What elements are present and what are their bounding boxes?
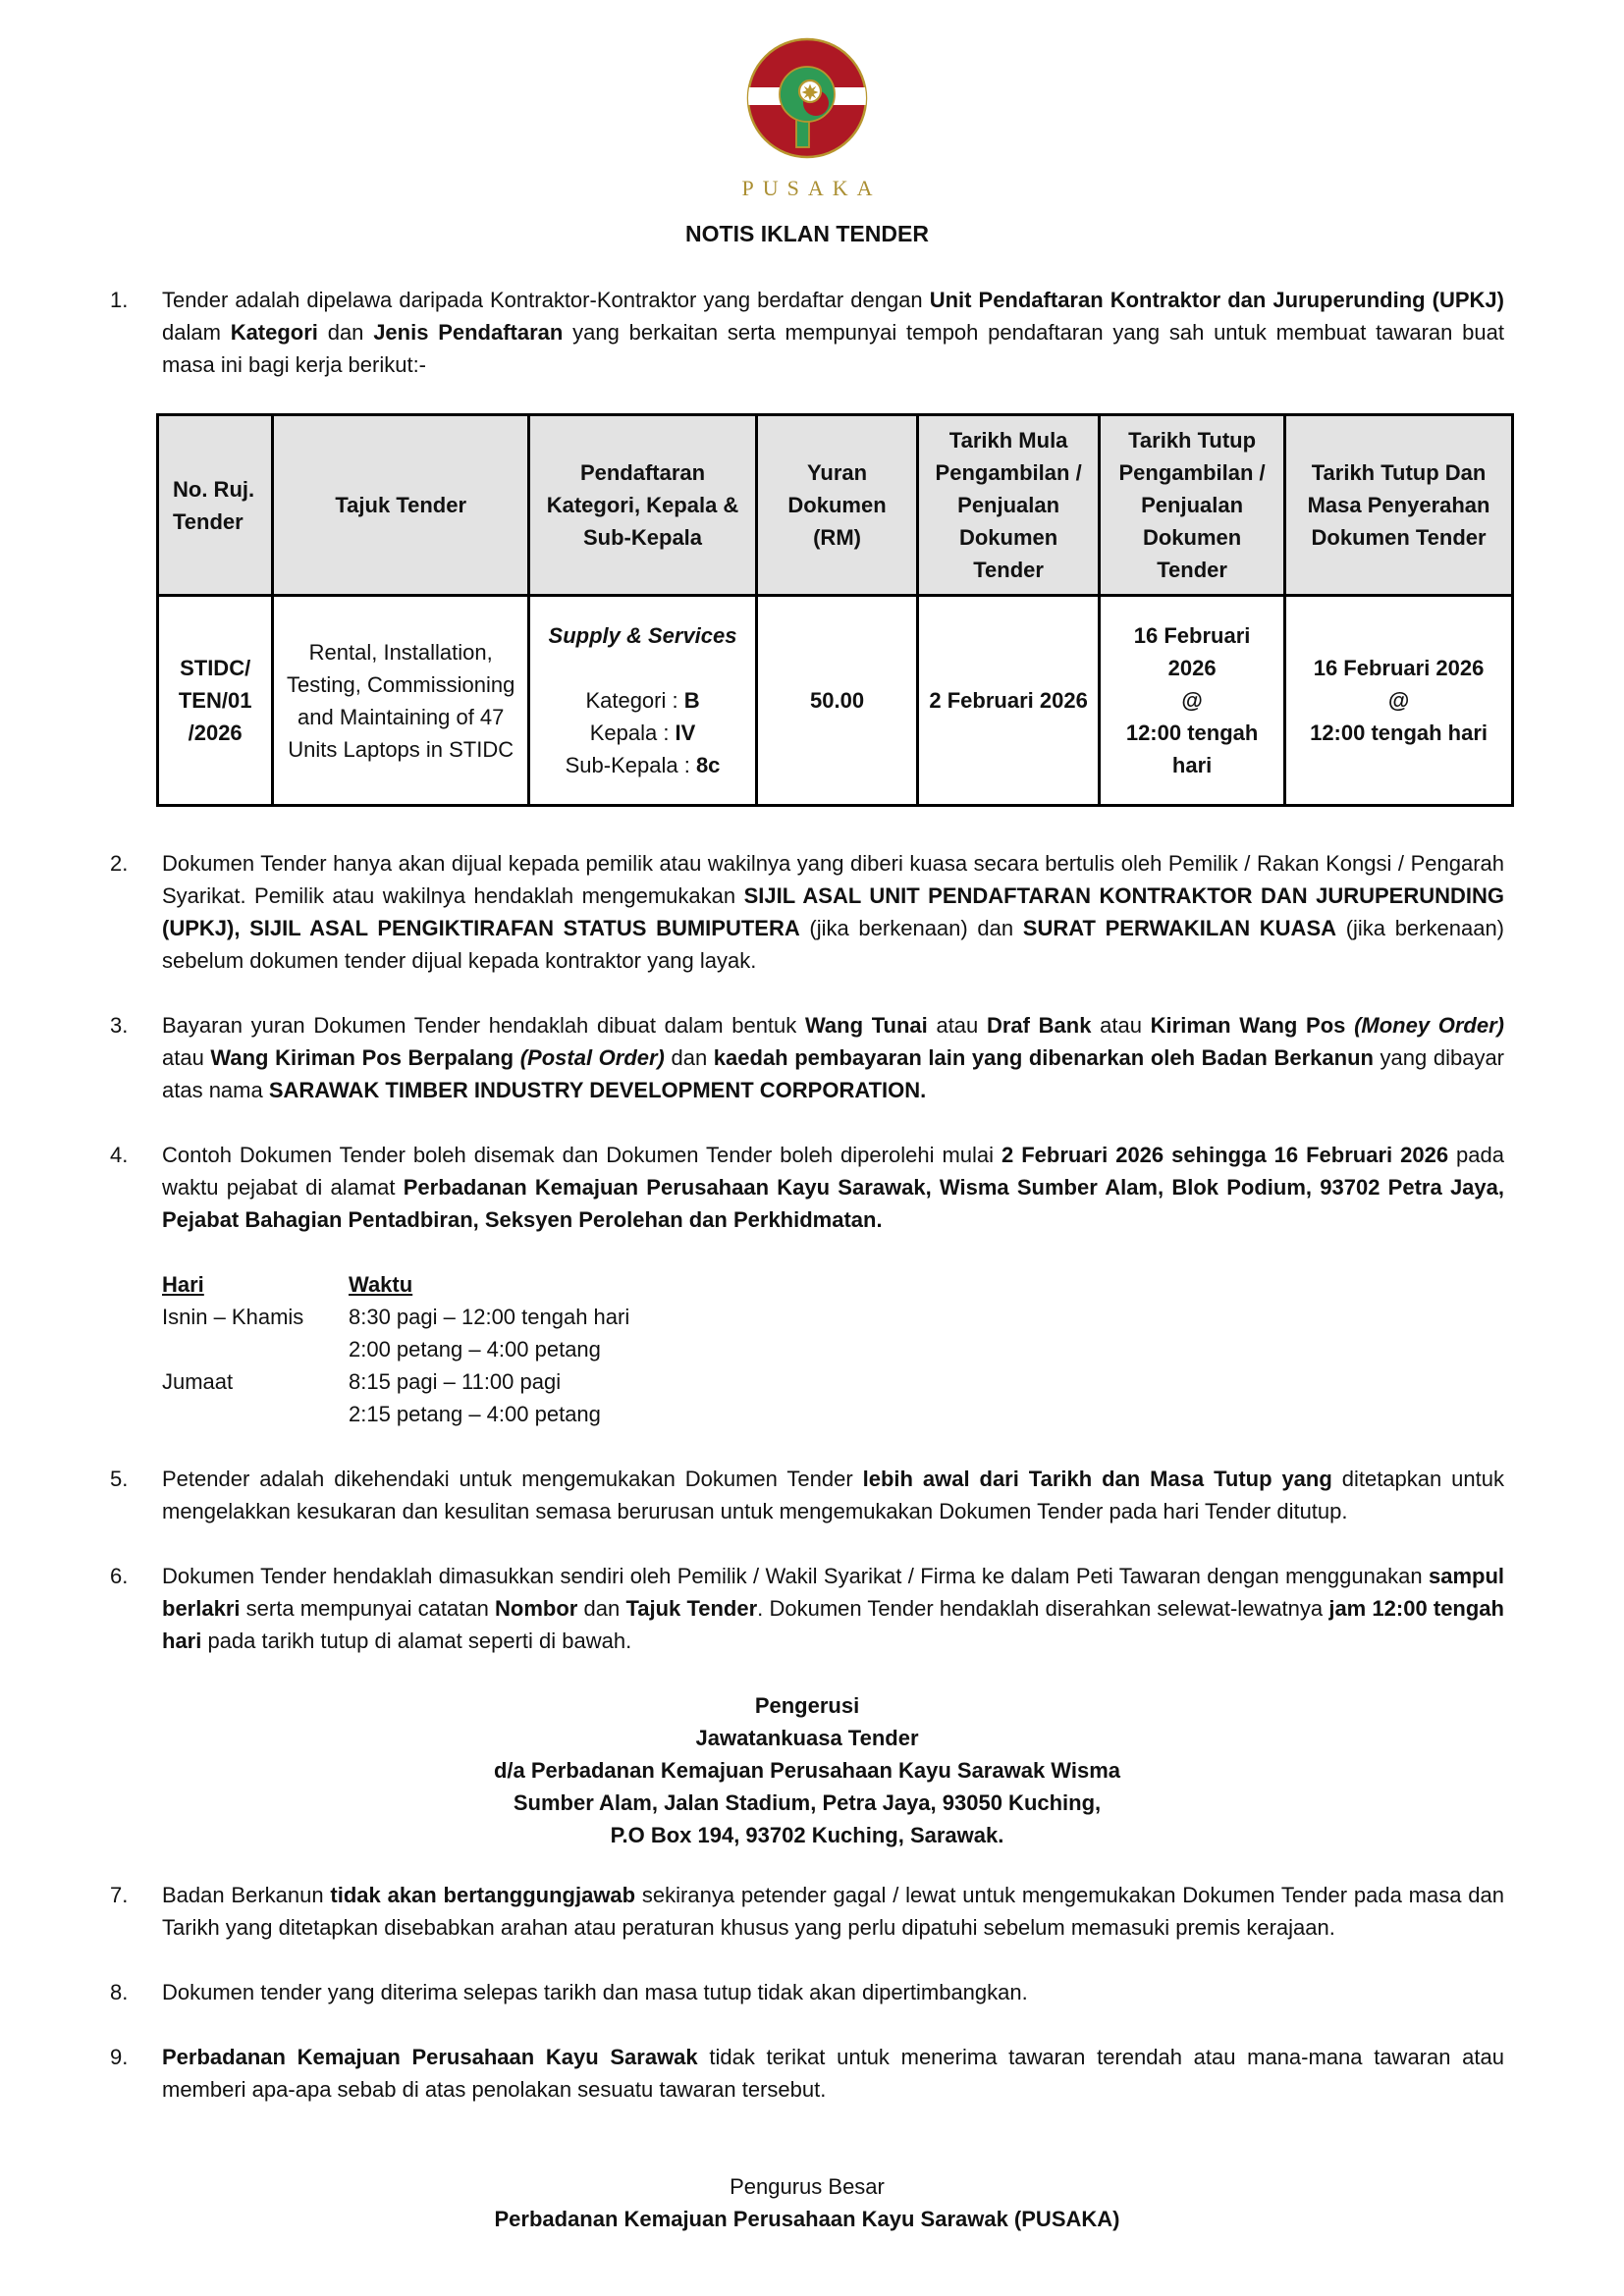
registration-kepala: Kepala : IV	[589, 721, 696, 745]
paragraph-9	[110, 2041, 1504, 2106]
paragraph-text: Bayaran yuran Dokumen Tender hendaklah dibuat dalam bentuk Wang Tunai atau Draf Bank atau Kiriman Wang Pos (Money Order) atau Wang Kiriman Pos Berpalang (Postal Order) dan kaedah pembayaran lain yang dibenarkan oleh Badan Berkanun yang dibayar atas nama SARAWAK TIMBER INDUSTRY DEVELOPMENT CORPORATION.	[162, 1013, 1505, 1102]
paragraph-number: 5.	[110, 1467, 129, 1491]
tender-table	[156, 413, 1514, 807]
cell-close-date: 16 Februari 2026 @ 12:00 tengah hari	[1100, 596, 1285, 806]
schedule-time: 8:30 pagi – 12:00 tengah hari	[349, 1305, 630, 1329]
schedule-row	[162, 1398, 1504, 1430]
paragraph-text: Dokumen tender yang diterima selepas tarikh dan masa tutup tidak akan dipertimbangkan.	[162, 1980, 1028, 2004]
paragraph-text: Petender adalah dikehendaki untuk mengemukakan Dokumen Tender lebih awal dari Tarikh dan Masa Tutup yang ditetapkan untuk mengelakkan kesukaran dan kesulitan semasa berurusan untuk mengemukakan Dokumen Tender pada hari Tender ditutup.	[162, 1467, 1504, 1523]
schedule-row	[162, 1333, 1504, 1365]
paragraph-number: 3.	[110, 1013, 129, 1038]
paragraph-number: 6.	[110, 1564, 129, 1588]
cell-tender-title: Rental, Installation, Testing, Commissioning and Maintaining of 47 Units Laptops in STIDC	[273, 596, 529, 806]
header-tarikh-mula: Tarikh Mula Pengambilan / Penjualan Dokumen Tender	[918, 415, 1100, 596]
schedule-day: Isnin – Khamis	[162, 1305, 304, 1329]
page-title: NOTIS IKLAN TENDER	[685, 221, 929, 246]
paragraph-text: Contoh Dokumen Tender boleh disemak dan Dokumen Tender boleh diperolehi mulai 2 Februari 2026 sehingga 16 Februari 2026 pada waktu pejabat di alamat Perbadanan Kemajuan Perusahaan Kayu Sarawak, Wisma Sumber Alam, Blok Podium, 93702 Petra Jaya, Pejabat Bahagian Pentadbiran, Seksyen Perolehan dan Perkhidmatan.	[162, 1143, 1504, 1232]
address-line: d/a Perbadanan Kemajuan Perusahaan Kayu Sarawak Wisma	[493, 1758, 1121, 1783]
paragraph-1	[110, 284, 1504, 381]
schedule-day	[162, 1333, 349, 1365]
table-row	[158, 596, 1513, 806]
paragraph-7	[110, 1879, 1504, 1944]
submission-address-block	[110, 1689, 1504, 1851]
paragraph-text: Perbadanan Kemajuan Perusahaan Kayu Sarawak tidak terikat untuk menerima tawaran terendah atau mana-mana tawaran atau memberi apa-apa sebab di atas penolakan sesuatu tawaran tersebut.	[162, 2045, 1504, 2102]
logo-block	[110, 35, 1504, 204]
cell-start-date: 2 Februari 2026	[918, 596, 1100, 806]
schedule-header-row	[162, 1268, 1504, 1301]
header-penyerahan: Tarikh Tutup Dan Masa Penyerahan Dokumen Tender	[1285, 415, 1513, 596]
cell-submission-date: 16 Februari 2026 @ 12:00 tengah hari	[1285, 596, 1513, 806]
schedule-time: 2:15 petang – 4:00 petang	[349, 1402, 601, 1426]
registration-kategori: Kategori : B	[585, 688, 700, 713]
address-line: Pengerusi	[754, 1693, 860, 1718]
header-tarikh-tutup: Tarikh Tutup Pengambilan / Penjualan Dokumen Tender	[1100, 415, 1285, 596]
paragraph-5	[110, 1463, 1504, 1527]
schedule-row	[162, 1365, 1504, 1398]
cell-ref-number: STIDC/ TEN/01 /2026	[158, 596, 273, 806]
paragraph-text: Dokumen Tender hanya akan dijual kepada pemilik atau wakilnya yang diberi kuasa secara bertulis oleh Pemilik / Rakan Kongsi / Pengarah Syarikat. Pemilik atau wakilnya hendaklah mengemukakan SIJIL ASAL UNIT PENDAFTARAN KONTRAKTOR DAN JURUPERUNDING (UPKJ), SIJIL ASAL PENGIKTIRAFAN STATUS BUMIPUTERA (jika berkenaan) dan SURAT PERWAKILAN KUASA (jika berkenaan) sebelum dokumen tender dijual kepada kontraktor yang layak.	[162, 851, 1504, 973]
cell-fee: 50.00	[756, 596, 917, 806]
header-tajuk: Tajuk Tender	[273, 415, 529, 596]
paragraph-text: Dokumen Tender hendaklah dimasukkan sendiri oleh Pemilik / Wakil Syarikat / Firma ke dalam Peti Tawaran dengan menggunakan sampul berlakri serta mempunyai catatan Nombor dan Tajuk Tender. Dokumen Tender hendaklah diserahkan selewat-lewatnya jam 12:00 tengah hari pada tarikh tutup di alamat seperti di bawah.	[162, 1564, 1504, 1653]
pusaka-logo-icon	[733, 35, 881, 161]
header-yuran: Yuran Dokumen (RM)	[756, 415, 917, 596]
paragraph-number: 9.	[110, 2045, 129, 2069]
paragraph-text: Badan Berkanun tidak akan bertanggungjawab sekiranya petender gagal / lewat untuk mengemukakan Dokumen Tender pada masa dan Tarikh yang ditetapkan disebabkan arahan atau peraturan khusus yang perlu dipatuhi sebelum memasuki premis kerajaan.	[162, 1883, 1504, 1940]
paragraph-number: 4.	[110, 1143, 129, 1167]
schedule-time-header: Waktu	[349, 1272, 413, 1297]
paragraph-8	[110, 1976, 1504, 2008]
office-hours-schedule	[162, 1268, 1504, 1430]
paragraph-text: Tender adalah dipelawa daripada Kontraktor-Kontraktor yang berdaftar dengan Unit Pendaftaran Kontraktor dan Juruperunding (UPKJ) dalam Kategori dan Jenis Pendaftaran yang berkaitan serta mempunyai tempoh pendaftaran yang sah untuk membuat tawaran buat masa ini bagi kerja berikut:-	[162, 288, 1504, 377]
paragraph-3	[110, 1009, 1504, 1106]
paragraph-number: 2.	[110, 851, 129, 876]
schedule-day: Jumaat	[162, 1369, 234, 1394]
signature-block	[110, 2170, 1504, 2235]
schedule-time: 2:00 petang – 4:00 petang	[349, 1337, 601, 1362]
paragraph-4	[110, 1139, 1504, 1236]
signature-organization: Perbadanan Kemajuan Perusahaan Kayu Sarawak (PUSAKA)	[494, 2207, 1120, 2231]
address-line: Jawatankuasa Tender	[695, 1726, 919, 1750]
paragraph-number: 1.	[110, 288, 129, 312]
paragraph-2	[110, 847, 1504, 977]
cell-registration	[529, 596, 757, 806]
schedule-row	[162, 1301, 1504, 1333]
paragraph-number: 8.	[110, 1980, 129, 2004]
table-header-row	[158, 415, 1513, 596]
address-line: Sumber Alam, Jalan Stadium, Petra Jaya, 93050 Kuching,	[513, 1790, 1102, 1815]
paragraph-number: 7.	[110, 1883, 129, 1907]
schedule-day	[162, 1398, 349, 1430]
header-pendaftaran: Pendaftaran Kategori, Kepala & Sub-Kepala	[529, 415, 757, 596]
registration-subkepala: Sub-Kepala : 8c	[565, 753, 721, 777]
schedule-time: 8:15 pagi – 11:00 pagi	[349, 1369, 562, 1394]
brand-text: PUSAKA	[741, 176, 882, 200]
address-line: P.O Box 194, 93702 Kuching, Sarawak.	[610, 1823, 1004, 1847]
header-no-ruj: No. Ruj. Tender	[158, 415, 273, 596]
registration-type: Supply & Services	[548, 623, 737, 648]
signature-role: Pengurus Besar	[730, 2174, 885, 2199]
schedule-day-header: Hari	[162, 1272, 204, 1297]
paragraph-6	[110, 1560, 1504, 1657]
